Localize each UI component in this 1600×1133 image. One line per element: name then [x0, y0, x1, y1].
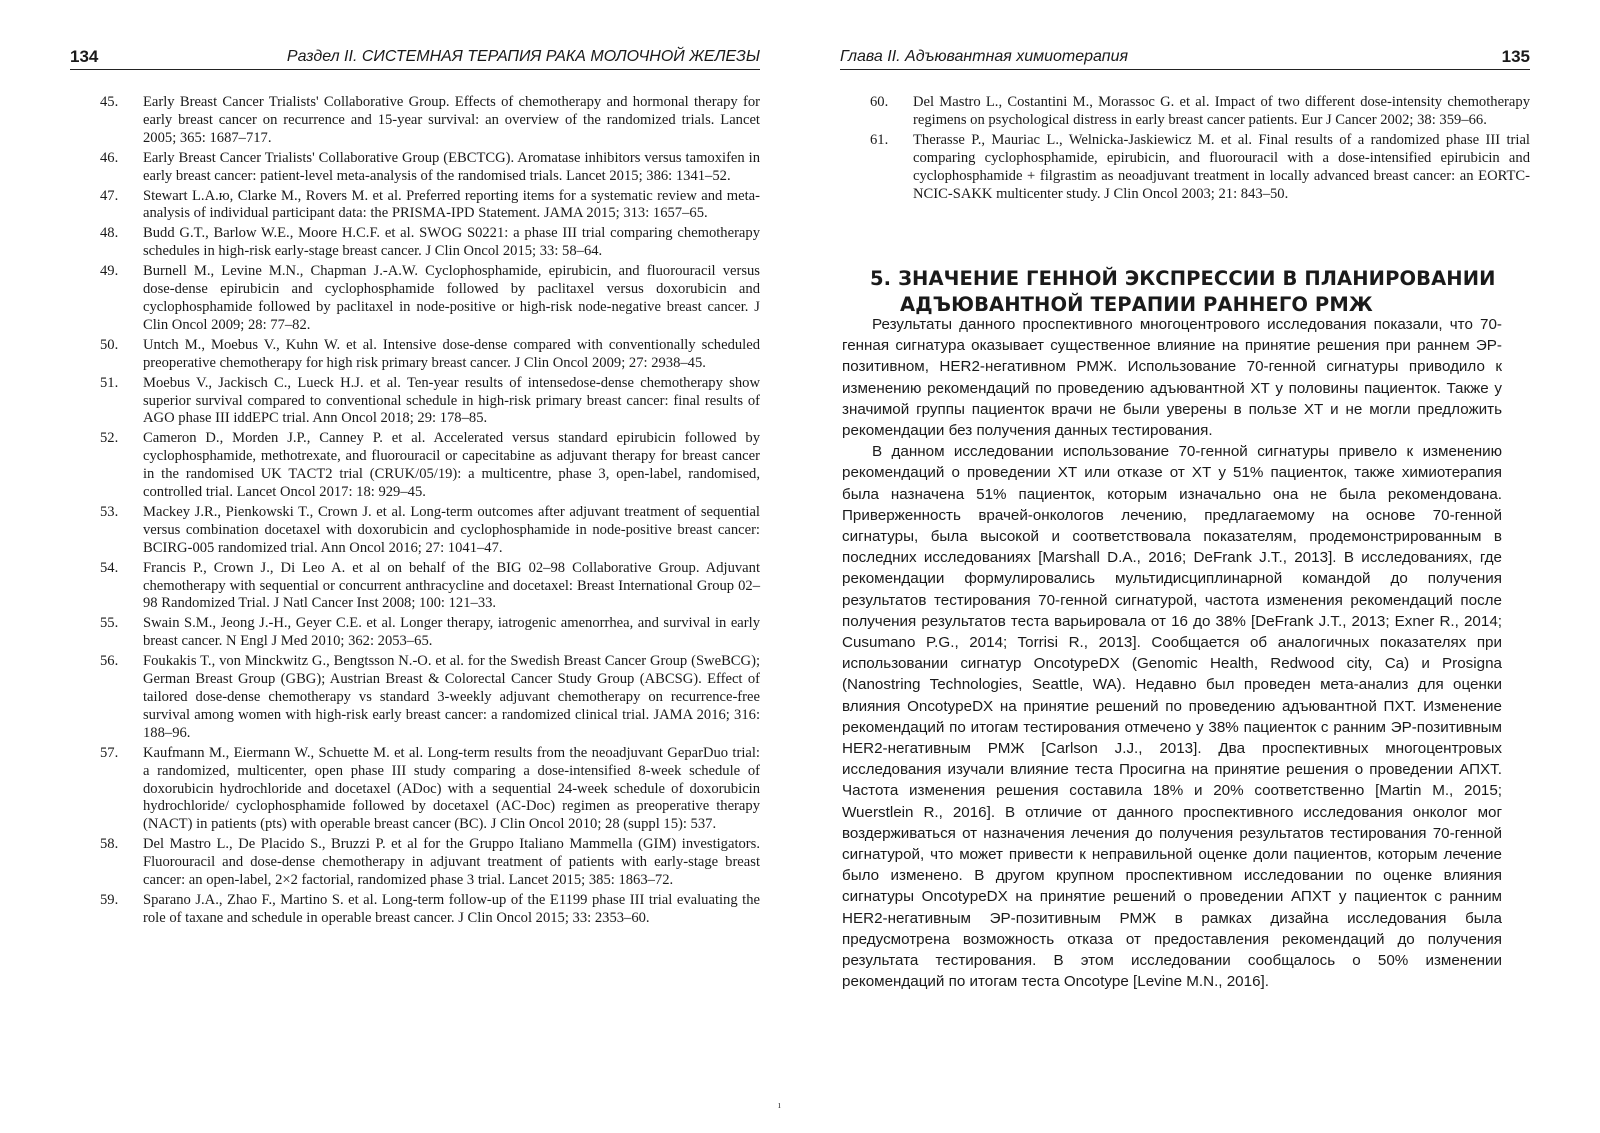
reference-text: Therasse P., Mauriac L., Welnicka-Jaskiewicz M. et al. Final results of a randomized phase III trial comparing cyclophosphamide, epirubicin, and fluorouracil with a dose-intensified epirubicin and cyclophosphamide + filgrastim as neoadjuvant treatment in locally advanced breast cancer: an EORTC-NCIC-SAKK multicenter study. J Clin Oncol 2003; 21: 843–50.: [913, 131, 1530, 202]
left-header-rule: [70, 69, 760, 70]
body-paragraph: В данном исследовании использование 70-генной сигнатуры привело к изменению рекомендаций о проведении ХТ или отказе от ХТ у 51% пациенток, также химиотерапия была назначена 51% пациенток, которым изначально она не была рекомендована. Приверженность врачей-онкологов лечению, предлагаемому на основе 70-генной сигнатуры, была высокой и соответствовала показателям, продемонстрированным в последних исследованиях [Marshall D.A., 2016; DeFrank J.T., 2013]. В исследованиях, где рекомендации формулировались мультидисциплинарной командой до получения результатов тестирования 70-генной сигнатурой, частота изменения рекомендаций после получения результатов теста варьировала от 16 до 38% [DeFrank J.T., 2013; Exner R., 2014; Cusumano P.G., 2014; Torrisi R., 2013]. Сообщается об аналогичных показателях при использовании сигнатур OncotypeDX (Genomic Health, Redwood city, Ca) и Prosigna (Nanostring Technologies, Seattle, WA). Недавно был проведен мета-анализ для оценки влияния OncotypeDX на принятие решений по проведению адъювантной ПХТ. Изменение рекомендаций по итогам тестирования отмечено у 38% пациенток с ранним ЭР-позитивным HER2-негативным РМЖ [Carlson J.J., 2013]. Два проспективных многоцентровых исследования изучали влияние теста Просигна на принятие решения о проведении АПХТ. Частота изменения решения составила 18% и 20% соответственно [Martin M., 2015; Wuerstlein R., 2016]. В отличие от данного проспективного исследования онколог мог воздерживаться от назначения лечения до получения результатов тестирования 70-генной сигнатурой, что может привести к неправильной оценке доли пациентов, которым лечение было изменено. В другом крупном проспективном исследовании по оценке влияния сигнатуры OncotypeDX на принятие решений о проведении АПХТ у пациенток с ранним HER2-негативным ЭР-позитивным РМЖ в рамках дизайна исследования была предусмотрена возможность отказа от предоставления рекомендаций до получения результата тестирования. В этом исследовании сообщалось о 50% изменении рекомендаций по итогам теста Oncotype [Levine M.N., 2016].: [842, 443, 1502, 991]
reference-text: Early Breast Cancer Trialists' Collaborative Group (EBCTCG). Aromatase inhibitors versus tamoxifen in early breast cancer: patient-level meta-analysis of the randomised trials. Lancet 2015; 386: 1341–52.: [143, 149, 760, 184]
reference-item: [100, 836, 760, 890]
left-page-number: 134: [70, 47, 99, 66]
reference-text: Untch M., Moebus V., Kuhn W. et al. Intensive dose-dense compared with conventionally scheduled preoperative chemotherapy for high risk primary breast cancer. J Clin Oncol 2009; 27: 2938–45.: [143, 336, 760, 371]
reference-number: 52.: [100, 430, 119, 447]
left-reference-list: [100, 94, 760, 930]
right-reference-list: [870, 94, 1530, 205]
reference-text: Cameron D., Morden J.P., Canney P. et al. Accelerated versus standard epirubicin followed by cyclophosphamide, methotrexate, and fluorouracil or capecitabine as adjuvant therapy for breast cancer in the randomised UK TACT2 trial (CRUK/05/19): a multicentre, phase 3, open-label, randomised, controlled trial. Lancet Oncol 2017: 18: 929–45.: [143, 430, 760, 501]
section-heading-line-2: АДЪЮВАНТНОЙ ТЕРАПИИ РАННЕГО РМЖ: [900, 293, 1373, 317]
reference-text: Kaufmann M., Eiermann W., Schuette M. et al. Long-term results from the neoadjuvant GeparDuo trial: a randomized, multicenter, open phase III study comparing a dose-intensified 8-week schedule of doxorubicin hydrochloride and docetaxel (ADoc) with a sequential 24-week schedule of doxorubicin hydrochloride/ cyclophosphamide followed by docetaxel (AC-Doc) regimen as preoperative therapy (NACT) in patients (pts) with operable breast cancer (BC). J Clin Oncol 2010; 28 (suppl 15): 537.: [143, 744, 760, 833]
right-header-rule: [840, 69, 1530, 70]
reference-number: 50.: [100, 336, 119, 353]
footer-mark: ı: [778, 1100, 781, 1111]
reference-number: 56.: [100, 653, 119, 670]
reference-item: [100, 150, 760, 186]
reference-number: 49.: [100, 263, 119, 280]
body-paragraph: Результаты данного проспективного многоцентрового исследования показали, что 70-генная сигнатура оказывает существенное влияние на принятие решения при раннем ЭР-позитивном, HER2-негативном РМЖ. Использование 70-генной сигнатуры приводило к изменению рекомендаций по проведению адъювантной ХТ у половины пациенток. Также у значимой группы пациенток врачи не были уверены в пользе ХТ и не могли предложить рекомендации без получения данных тестирования.: [842, 316, 1502, 440]
reference-number: 60.: [870, 94, 889, 110]
reference-item: [100, 188, 760, 224]
reference-item: [100, 892, 760, 928]
reference-number: 46.: [100, 149, 119, 166]
right-running-head: [840, 46, 1530, 68]
reference-number: 57.: [100, 744, 119, 761]
reference-item: [100, 375, 760, 429]
reference-item: [100, 94, 760, 148]
reference-number: 58.: [100, 836, 119, 853]
reference-text: Sparano J.A., Zhao F., Martino S. et al. Long-term follow-up of the E1199 phase III trial evaluating the role of taxane and schedule in operable breast cancer. J Clin Oncol 2015; 33: 2353–60.: [143, 891, 760, 926]
reference-number: 54.: [100, 559, 119, 576]
reference-number: 51.: [100, 374, 119, 391]
reference-text: Moebus V., Jackisch C., Lueck H.J. et al. Ten-year results of intensedose-dense chemotherapy show superior survival compared to conventional schedule in high-risk primary breast cancer: final results of AGO phase III iddEPC trial. Ann Oncol 2018; 29: 178–85.: [143, 374, 760, 427]
reference-number: 48.: [100, 225, 119, 242]
reference-text: Mackey J.R., Pienkowski T., Crown J. et al. Long-term outcomes after adjuvant treatment of sequential versus combination docetaxel with doxorubicin and cyclophosphamide in node-positive breast cancer: BCIRG-005 randomized trial. Ann Oncol 2016; 27: 1041–47.: [143, 503, 760, 556]
reference-text: Burnell M., Levine M.N., Chapman J.-A.W. Cyclophosphamide, epirubicin, and fluorouracil versus dose-dense epirubicin and cyclophosphamide followed by paclitaxel versus doxorubicin and cyclophosphamide followed by paclitaxel in node-positive or high-risk node-negative breast cancer. J Clin Oncol 2009; 28: 77–82.: [143, 263, 760, 333]
left-running-head: [70, 46, 760, 68]
left-running-head-title: Раздел II. СИСТЕМНАЯ ТЕРАПИЯ РАКА МОЛОЧНОЙ ЖЕЛЕЗЫ: [286, 48, 760, 65]
reference-item: [100, 263, 760, 335]
reference-number: 47.: [100, 187, 119, 204]
section-heading-line-1: 5. ЗНАЧЕНИЕ ГЕННОЙ ЭКСПРЕССИИ В ПЛАНИРОВАНИИ: [870, 267, 1496, 291]
reference-text: Early Breast Cancer Trialists' Collaborative Group. Effects of chemotherapy and hormonal therapy for early breast cancer on recurrence and 15-year survival: an overview of the randomized trials. Lancet 2005; 365: 1687–717.: [143, 94, 760, 146]
reference-item: [100, 615, 760, 651]
reference-number: 61.: [870, 131, 889, 148]
reference-number: 53.: [100, 503, 119, 520]
reference-number: 59.: [100, 891, 119, 908]
reference-text: Del Mastro L., De Placido S., Bruzzi P. et al for the Gruppo Italiano Mammella (GIM) investigators. Fluorouracil and dose-dense chemotherapy in adjuvant treatment of patients with early-stage breast cancer: an open-label, 2×2 factorial, randomized phase 3 trial. Lancet 2015; 385: 1863–72.: [143, 836, 760, 889]
section-heading: [870, 266, 1530, 318]
reference-text: Francis P., Crown J., Di Leo A. et al on behalf of the BIG 02–98 Collaborative Group. Adjuvant chemotherapy with sequential or concurrent anthracycline and docetaxel: Breast International Group 02–98 Randomized Trial. J Natl Cancer Inst 2008; 100: 121–33.: [143, 559, 760, 612]
reference-item: [100, 430, 760, 502]
reference-number: 45.: [100, 94, 119, 110]
right-page-number: 135: [1501, 47, 1530, 66]
reference-item: [100, 337, 760, 373]
reference-text: Swain S.M., Jeong J.-H., Geyer C.E. et al. Longer therapy, iatrogenic amenorrhea, and survival in early breast cancer. N Engl J Med 2010; 362: 2053–65.: [143, 615, 760, 650]
reference-item: [100, 745, 760, 835]
right-running-head-title: Глава II. Адъювантная химиотерапия: [840, 48, 1129, 65]
reference-item: [100, 560, 760, 614]
reference-item: [870, 94, 1530, 130]
body-text: [842, 314, 1502, 993]
right-page: [800, 0, 1600, 1133]
reference-item: [870, 132, 1530, 204]
reference-item: [100, 225, 760, 261]
reference-text: Budd G.T., Barlow W.E., Moore H.C.F. et al. SWOG S0221: a phase III trial comparing chemotherapy schedules in high-risk early-stage breast cancer. J Clin Oncol 2015; 33: 58–64.: [143, 225, 760, 260]
reference-text: Foukakis T., von Minckwitz G., Bengtsson N.-O. et al. for the Swedish Breast Cancer Group (SweBCG); German Breast Group (GBG); Austrian Breast & Colorectal Cancer Study Group (ABCSG). Effect of tailored dose-dense chemotherapy vs standard 3-weekly adjuvant chemotherapy on recurrence-free survival among women with high-risk early breast cancer: a randomized clinical trial. JAMA 2016; 316: 188–96.: [143, 653, 760, 741]
reference-number: 55.: [100, 615, 119, 632]
reference-text: Del Mastro L., Costantini M., Morassoc G. et al. Impact of two different dose-intensity chemotherapy regimens on psychological distress in early breast cancer patients. Eur J Cancer 2002; 38: 359–66.: [913, 94, 1530, 128]
reference-text: Stewart L.A.ю, Clarke M., Rovers M. et al. Preferred reporting items for a systematic review and meta-analysis of individual participant data: the PRISMA-IPD Statement. JAMA 2015; 313: 1657–65.: [143, 187, 760, 222]
reference-item: [100, 653, 760, 743]
reference-item: [100, 504, 760, 558]
